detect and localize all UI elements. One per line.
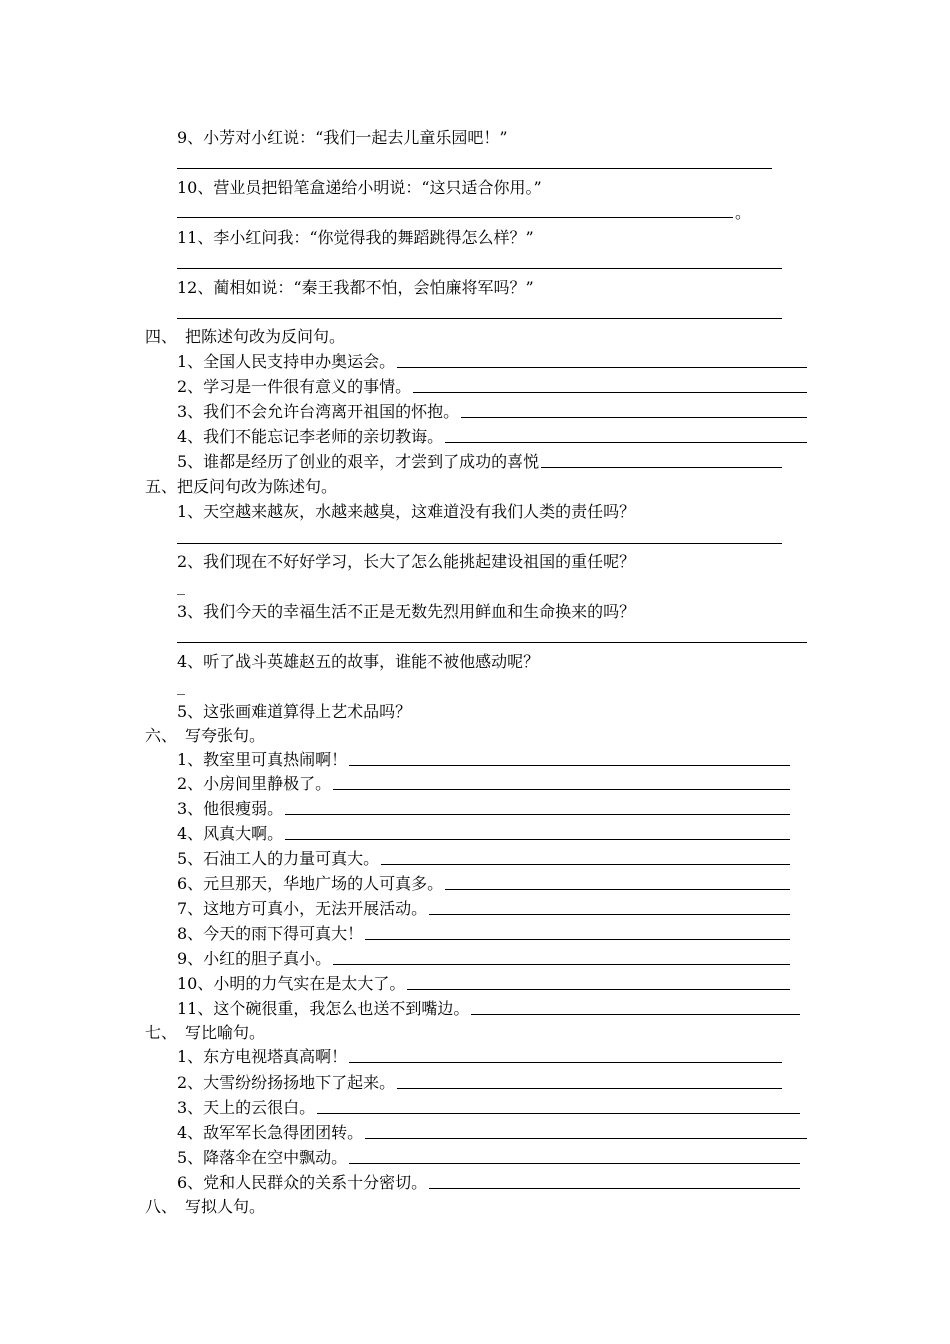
answer-blank[interactable]: _ bbox=[177, 576, 185, 595]
question-s6-10 bbox=[177, 974, 790, 994]
question-text: 10、小明的力气实在是太大了。 bbox=[177, 974, 406, 993]
question-text: 11、李小红问我：“你觉得我的舞蹈跳得怎么样？” bbox=[177, 228, 534, 247]
question-s5-5 bbox=[177, 702, 411, 722]
question-s6-6 bbox=[177, 874, 790, 894]
question-s7-3 bbox=[177, 1098, 800, 1118]
answer-line[interactable] bbox=[333, 789, 790, 790]
answer-line[interactable] bbox=[397, 1088, 782, 1089]
answer-line[interactable] bbox=[397, 367, 807, 368]
answer-line[interactable] bbox=[445, 442, 807, 443]
answer-line[interactable] bbox=[413, 392, 807, 393]
question-s7-6 bbox=[177, 1173, 800, 1193]
question-s6-7 bbox=[177, 899, 790, 919]
answer-line[interactable] bbox=[285, 839, 790, 840]
question-s4-3 bbox=[177, 402, 807, 422]
question-s5-4 bbox=[177, 652, 539, 672]
answer-line[interactable] bbox=[445, 889, 790, 890]
question-text: 1、天空越来越灰，水越来越臭，这难道没有我们人类的责任吗？ bbox=[177, 502, 636, 521]
question-text: 5、石油工人的力量可真大。 bbox=[177, 849, 380, 868]
answer-line[interactable] bbox=[177, 268, 782, 269]
question-s3-11 bbox=[177, 228, 534, 248]
question-text: 1、全国人民支持申办奥运会。 bbox=[177, 352, 396, 371]
question-s6-1 bbox=[177, 750, 790, 770]
question-text: 3、我们今天的幸福生活不正是无数先烈用鲜血和生命换来的吗？ bbox=[177, 602, 636, 621]
question-text: 10、营业员把铅笔盒递给小明说：“这只适合你用。” bbox=[177, 178, 542, 197]
answer-line[interactable] bbox=[471, 1014, 800, 1015]
section-heading-8: 八、 写拟人句。 bbox=[145, 1197, 266, 1216]
question-text: 7、这地方可真小，无法开展活动。 bbox=[177, 899, 428, 918]
question-text: 1、东方电视塔真高啊！ bbox=[177, 1047, 348, 1066]
answer-line[interactable] bbox=[349, 1163, 800, 1164]
question-text: 4、风真大啊。 bbox=[177, 824, 284, 843]
question-text: 6、元旦那天，华地广场的人可真多。 bbox=[177, 874, 444, 893]
question-s7-2 bbox=[177, 1073, 782, 1093]
question-s4-5 bbox=[177, 452, 782, 472]
question-text: 12、蔺相如说：“秦王我都不怕，会怕廉将军吗？” bbox=[177, 278, 534, 297]
answer-line[interactable] bbox=[429, 1188, 800, 1189]
question-text: 5、降落伞在空中飘动。 bbox=[177, 1148, 348, 1167]
question-text: 3、我们不会允许台湾离开祖国的怀抱。 bbox=[177, 402, 460, 421]
question-s5-3 bbox=[177, 602, 635, 622]
answer-line[interactable] bbox=[365, 939, 790, 940]
question-text: 1、教室里可真热闹啊！ bbox=[177, 750, 348, 769]
answer-line[interactable] bbox=[461, 417, 807, 418]
answer-line[interactable] bbox=[285, 814, 790, 815]
question-text: 11、这个碗很重，我怎么也送不到嘴边。 bbox=[177, 999, 470, 1018]
answer-line[interactable] bbox=[429, 914, 790, 915]
answer-line[interactable] bbox=[407, 989, 790, 990]
question-s4-2 bbox=[177, 377, 807, 397]
question-text: 2、学习是一件很有意义的事情。 bbox=[177, 377, 412, 396]
question-text: 6、党和人民群众的关系十分密切。 bbox=[177, 1173, 428, 1192]
section-heading-6: 六、 写夸张句。 bbox=[145, 726, 266, 745]
question-s6-3 bbox=[177, 799, 790, 819]
question-s6-9 bbox=[177, 949, 790, 969]
question-text: 4、我们不能忘记李老师的亲切教诲。 bbox=[177, 427, 444, 446]
question-text: 2、小房间里静极了。 bbox=[177, 774, 332, 793]
answer-line[interactable] bbox=[177, 318, 782, 319]
question-s3-12 bbox=[177, 278, 534, 298]
question-text: 2、我们现在不好好学习，长大了怎么能挑起建设祖国的重任呢？ bbox=[177, 552, 636, 571]
question-text: 5、这张画难道算得上艺术品吗？ bbox=[177, 702, 412, 721]
question-text: 8、今天的雨下得可真大！ bbox=[177, 924, 364, 943]
question-s4-1 bbox=[177, 352, 807, 372]
question-s6-5 bbox=[177, 849, 790, 869]
question-s6-4 bbox=[177, 824, 790, 844]
question-s7-5 bbox=[177, 1148, 800, 1168]
question-text: 4、听了战斗英雄赵五的故事，谁能不被他感动呢？ bbox=[177, 652, 540, 671]
question-s6-8 bbox=[177, 924, 790, 944]
question-text: 9、小芳对小红说：“我们一起去儿童乐园吧！” bbox=[177, 128, 508, 147]
question-s7-1 bbox=[177, 1047, 782, 1067]
answer-line[interactable] bbox=[177, 217, 733, 218]
question-s4-4 bbox=[177, 427, 807, 447]
question-text: 3、他很瘦弱。 bbox=[177, 799, 284, 818]
answer-period: 。 bbox=[735, 203, 752, 222]
section-heading-7: 七、 写比喻句。 bbox=[145, 1023, 266, 1042]
question-text: 9、小红的胆子真小。 bbox=[177, 949, 332, 968]
answer-line[interactable] bbox=[177, 642, 807, 643]
question-s3-10 bbox=[177, 178, 542, 198]
answer-blank[interactable]: _ bbox=[177, 676, 185, 695]
question-s5-1 bbox=[177, 502, 635, 522]
question-text: 4、敌军军长急得团团转。 bbox=[177, 1123, 364, 1142]
answer-line[interactable] bbox=[177, 168, 772, 169]
answer-line[interactable] bbox=[317, 1113, 800, 1114]
section-heading-5: 五、把反问句改为陈述句。 bbox=[145, 477, 338, 496]
question-text: 3、天上的云很白。 bbox=[177, 1098, 316, 1117]
question-s6-2 bbox=[177, 774, 790, 794]
question-text: 2、大雪纷纷扬扬地下了起来。 bbox=[177, 1073, 396, 1092]
answer-line[interactable] bbox=[349, 765, 790, 766]
answer-line[interactable] bbox=[333, 964, 790, 965]
answer-line[interactable] bbox=[381, 864, 790, 865]
section-heading-4: 四、 把陈述句改为反问句。 bbox=[145, 327, 346, 346]
answer-line[interactable] bbox=[541, 467, 782, 468]
question-text: 5、谁都是经历了创业的艰辛，才尝到了成功的喜悦 bbox=[177, 452, 540, 471]
question-s5-2 bbox=[177, 552, 635, 572]
question-s6-11 bbox=[177, 999, 800, 1019]
answer-line[interactable] bbox=[349, 1062, 782, 1063]
question-s3-9 bbox=[177, 128, 508, 148]
answer-line[interactable] bbox=[365, 1138, 807, 1139]
answer-line[interactable] bbox=[177, 543, 782, 544]
question-s7-4 bbox=[177, 1123, 807, 1143]
